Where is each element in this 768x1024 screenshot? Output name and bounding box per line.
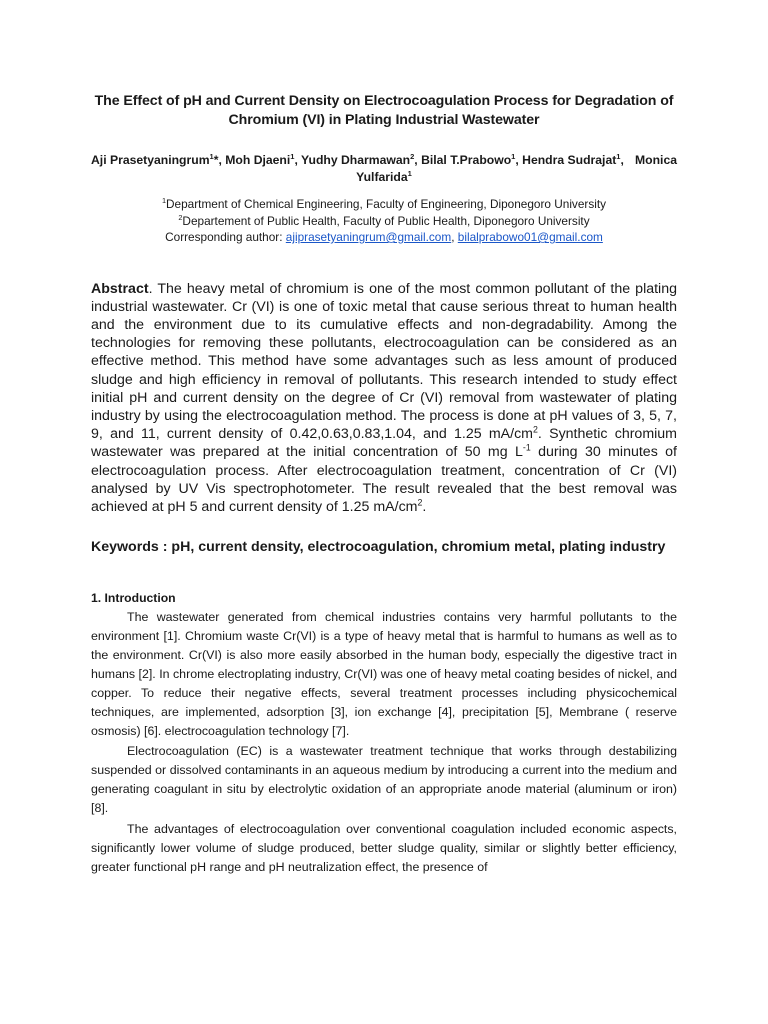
author-line: Aji Prasetyaningrum$^1$*, Moh Djaeni$^1$, Yudhy Dharmawan$^2$, Bilal T.Prabowo$^1$, Hendra Sudrajat$^1$, <box>91 151 624 167</box>
author-name: Hendra Sudrajat <box>522 153 617 167</box>
author-name: Yulfarida <box>356 170 408 184</box>
author-list: Aji Prasetyaningrum$^1$*, Moh Djaeni$^1$, Yudhy Dharmawan$^2$, Bilal T.Prabowo$^1$, Hendra Sudrajat$^1$, Monica Yulfarida$^1$ <box>91 151 677 184</box>
body-paragraph: The wastewater generated from chemical industries contains very harmful pollutants to the environment [1]. Chromium waste Cr(VI) is a type of heavy metal that is harmful to humans as well as to the environment. Cr(VI) is also more easily absorbed in the human body, especially the digestive tract in humans [2]. In chrome electroplating industry, Cr(VI) was one of heavy metal coating besides of nickel, and copper. To reduce their negative effects, several treatment processes including physicochemical techniques, are implemented, adsorption [3], ion exchange [4], precipitation [5], Membrane ( reserve osmosis) [6]. electrocoagulation technology [7]. <box>91 610 677 738</box>
affiliations <box>91 196 677 246</box>
body-paragraph: The advantages of electrocoagulation over conventional coagulation included economic aspects, significantly lower volume of sludge produced, better sludge quality, similar or slightly better efficiency, greater functional pH range and pH neutralization effect, the presence of <box>91 822 677 874</box>
corresponding-author: Corresponding author: ajiprasetyaningrum@gmail.com, bilalprabowo01@gmail.com <box>165 230 603 244</box>
email-link[interactable]: ajiprasetyaningrum@gmail.com <box>285 230 452 244</box>
abstract: Abstract. The heavy metal of chromium is one of the most common pollutant of the plating industrial wastewater. Cr (VI) is one of toxic metal that cause serious threat to human health and the environment due to its cumulative effects and non-degradability. Among the technologies for removing these pollutants, electrocoagulation can be considered as an effective method. This method have some advantages such as less amount of produced sludge and high efficiency in removal of pollutants. This research intended to study effect initial pH and current density on the degree of Cr (VI) removal from wastewater of plating industry by using the electrocoagulation method. The process is done at pH values of 3, 5, 7, 9, and 11, current density of 0.42,0.63,0.83,1.04, and 1.25 $mA/cm^2$. Synthetic chromium wastewater was prepared at the initial concentration of 50 mg $L^{-1}$ during 30 minutes of electrocoagulation process. After electrocoagulation treatment, concentration of Cr (VI) analysed by UV Vis spectrophotometer. The result revealed that the best removal was achieved at pH 5 and current density of 1.25 $mA/cm^2$. <box>91 280 677 515</box>
section-heading: 1. Introduction <box>91 591 176 606</box>
abstract-label: Abstract <box>91 280 149 297</box>
email-link[interactable]: bilalprabowo01@gmail.com <box>457 230 603 244</box>
affiliation-1: $^1$Department of Chemical Engineering, Faculty of Engineering, Diponegoro University <box>161 196 607 211</box>
keywords: Keywords : pH, current density, electrocoagulation, chromium metal, plating industry <box>91 539 666 556</box>
author-name: Aji Prasetyaningrum <box>91 153 210 167</box>
paper-title: The Effect of pH and Current Density on Electrocoagulation Process for Degradation of Chromium (VI) in Plating Industrial Wastewater <box>94 93 674 128</box>
body-paragraph: Electrocoagulation (EC) is a wastewater treatment technique that works through destabilizing suspended or dissolved contaminants in an aqueous medium by introducing a current into the medium and generating coagulant in situ by electrolytic oxidation of an appropriate anode material (aluminum or iron) [8]. <box>91 744 677 816</box>
affiliation-2: $^2$Departement of Public Health, Faculty of Public Health, Diponegoro University <box>178 212 590 228</box>
author-name: Bilal T.Prabowo <box>421 153 512 167</box>
author-name: Yudhy Dharmawan <box>301 153 411 167</box>
author-name: Monica <box>635 153 677 167</box>
author-name: Moh Djaeni <box>225 153 291 167</box>
